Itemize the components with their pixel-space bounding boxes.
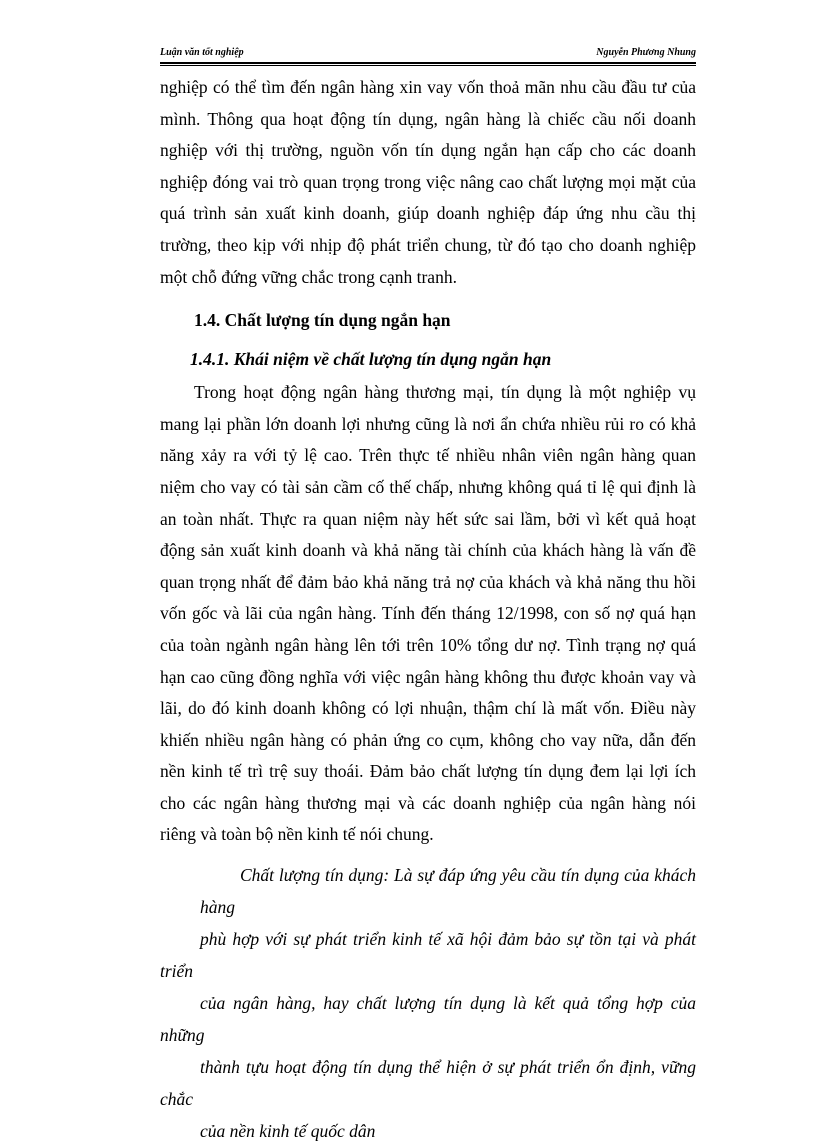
subsection-heading: 1.4.1. Khái niệm về chất lượng tín dụng ngắn hạn (190, 349, 552, 370)
text-line: Trong hoạt động ngân hàng thương mại, tín dụng là một nghiệp vụ (194, 382, 696, 403)
text-line: nghiệp với thị trường, nguồn vốn tín dụng ngắn hạn cấp cho các doanh (160, 140, 696, 161)
text-line: trường, theo kịp với nhịp độ phát triển chung, từ đó tạo cho doanh nghiệp (160, 234, 696, 255)
text-line: mang lại phần lớn doanh lợi nhưng cũng là nơi ẩn chứa nhiều rủi ro có khả (160, 413, 696, 434)
text-line: lãi, do đó kinh doanh không có lợi nhuận, thậm chí là mất vốn. Điều này (160, 698, 696, 719)
text-line: cho các ngân hàng thương mại và các doanh nghiệp của ngân hàng nói (160, 792, 696, 813)
text-line: một chỗ đứng vững chắc trong cạnh tranh. (160, 266, 457, 287)
page-body (160, 72, 696, 1147)
text-line: khiến nhiều ngân hàng có phản ứng co cụm, không cho vay nữa, dẫn đến (160, 729, 696, 750)
text-line: của nền kinh tế quốc dân (200, 1121, 376, 1142)
text-line: niệm cho vay có tài sản cầm cố thế chấp, nhưng không quá tỉ lệ qui định là (160, 476, 696, 497)
text-line: thành tựu hoạt động tín dụng thể hiện ở sự phát triển ổn định, vững chắc (160, 1057, 696, 1110)
header-author-name: Nguyễn Phương Nhung (596, 47, 696, 58)
text-line: phù hợp với sự phát triển kinh tế xã hội đảm bảo sự tồn tại và phát triển (160, 929, 696, 982)
text-line: quan trọng nhất để đảm bảo khả năng trả nợ của khách và khả năng thu hồi (160, 571, 696, 592)
text-line: nền kinh tế trì trệ suy thoái. Đảm bảo chất lượng tín dụng đem lại lợi ích (160, 761, 696, 782)
text-line: an toàn nhất. Thực ra quan niệm này hết sức sai lầm, bởi vì kết quả hoạt (160, 508, 696, 529)
text-line: vốn gốc và lãi của ngân hàng. Tính đến tháng 12/1998, con số nợ quá hạn (160, 603, 696, 624)
section-heading: 1.4. Chất lượng tín dụng ngắn hạn (194, 310, 451, 331)
text-line: động sản xuất kinh doanh và khả năng tài chính của khách hàng là vấn đề (160, 540, 696, 561)
text-line: quá trình sản xuất kinh doanh, giúp doanh nghiệp đáp ứng nhu cầu thị (160, 203, 696, 224)
text-line: nghiệp có thể tìm đến ngân hàng xin vay vốn thoả mãn nhu cầu đầu tư của (160, 77, 696, 97)
header-thesis-label: Luận văn tốt nghiệp (160, 47, 244, 58)
text-line: mình. Thông qua hoạt động tín dụng, ngân hàng là chiếc cầu nối doanh (160, 108, 696, 129)
intro-paragraph (160, 72, 696, 293)
text-line: hạn cao cũng đồng nghĩa với việc ngân hàng không thu được khoản vay và (160, 666, 696, 687)
text-line: nghiệp đóng vai trò quan trọng trong việc nâng cao chất lượng mọi mặt của (160, 171, 696, 192)
text-line: của toàn ngành ngân hàng lên tới trên 10% tổng dư nợ. Tình trạng nợ quá (160, 634, 696, 655)
text-line: của ngân hàng, hay chất lượng tín dụng là kết quả tổng hợp của những (160, 993, 696, 1046)
header-rule (160, 62, 696, 66)
definition-paragraph (160, 859, 696, 1147)
text-line: năng xảy ra với tỷ lệ cao. Trên thực tế nhiều nhân viên ngân hàng quan (160, 445, 696, 466)
page-header (160, 44, 696, 66)
main-paragraph (160, 377, 696, 851)
text-line: riêng và toàn bộ nền kinh tế nói chung. (160, 824, 434, 845)
text-line: Chất lượng tín dụng: Là sự đáp ứng yêu cầu tín dụng của khách hàng (200, 865, 696, 918)
